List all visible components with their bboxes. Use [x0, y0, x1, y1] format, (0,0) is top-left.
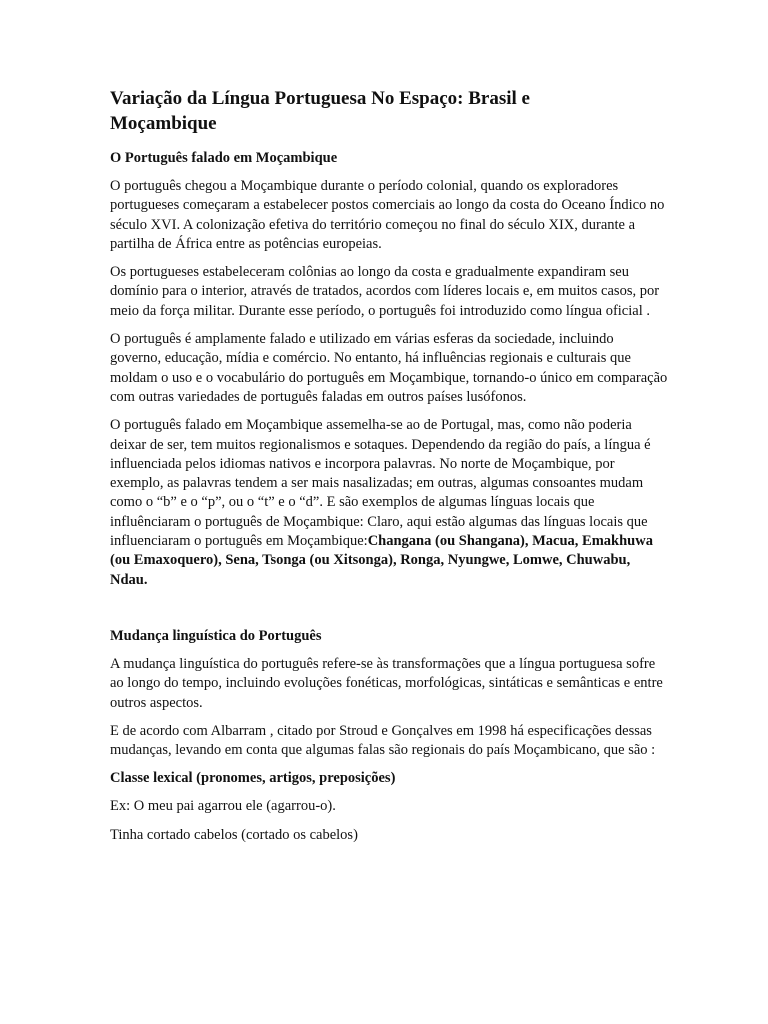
- regionalisms-text: O português falado em Moçambique assemelha-se ao de Portugal, mas, como não poderia deixar de ser, tem muitos regionalismos e sotaques. Dependendo da região do país, a língua é influenciada pelos idiomas nativos e incorpora palavras. No norte de Moçambique, por exemplo, as palavras tendem a ser mais nasalizadas; em outras, algumas consoantes mudam como o “b” e o “p”, ou o “t” e o “d”. E são exemplos de algumas línguas locais que influênciaram o português de Moçambique: Claro, aqui estão algumas das línguas locais que influenciaram o português em Moçambique:: [110, 417, 651, 550]
- paragraph-history: O português chegou a Moçambique durante o período colonial, quando os exploradores portugueses começaram a estabelecer postos comerciais ao longo da costa do Oceano Índico no século XVI. A colonização efetiva do território começou no final do século XIX, durante a partilha de África entre as potências europeias.: [110, 178, 665, 252]
- paragraph-regionalisms: [110, 416, 668, 590]
- paragraph-linguistic-change: A mudança linguística do português refere-se às transformações que a língua portuguesa sofre ao longo do tempo, incluindo evoluções fonéticas, morfológicas, sintáticas e semânticas e entre outros aspectos.: [110, 655, 663, 711]
- document-title: Variação da Língua Portuguesa No Espaço: Brasil e Moçambique: [110, 88, 530, 134]
- local-languages-list: Changana (ou Shangana), Macua, Emakhuwa (ou Emaxoquero), Sena, Tsonga (ou Xitsonga), Ronga, Nyungwe, Lomwe, Chuwabu, Ndau.: [110, 533, 653, 588]
- section-heading-portugues-mocambique: O Português falado em Moçambique: [110, 150, 338, 166]
- paragraph-usage: O português é amplamente falado e utilizado em várias esferas da sociedade, incluindo governo, educação, mídia e comércio. No entanto, há influências regionais e culturais que moldam o uso e o vocabulário do português em Moçambique, tornando-o único em comparação com outras variedades de português faladas em outros países lusófonos.: [110, 331, 668, 405]
- section-heading-mudanca-linguistica: Mudança linguística do Português: [110, 627, 322, 644]
- example-line-2: Tinha cortado cabelos (cortado os cabelos): [110, 826, 358, 843]
- subheading-lexical-class: Classe lexical (pronomes, artigos, preposições): [110, 770, 396, 787]
- section-spacer: [110, 599, 668, 627]
- paragraph-colonies: Os portugueses estabeleceram colônias ao longo da costa e gradualmente expandiram seu domínio para o interior, através de tratados, acordos com líderes locais e, em muitos casos, por meio da força militar. Durante esse período, o português foi introduzido como língua oficial .: [110, 264, 660, 319]
- example-line-1: Ex: O meu pai agarrou ele (agarrou-o).: [110, 798, 336, 815]
- paragraph-albarram: E de acordo com Albarram , citado por Stroud e Gonçalves em 1998 há especificações dessas mudanças, levando em conta que algumas falas são regionais do país Moçambicano, que são :: [110, 722, 656, 759]
